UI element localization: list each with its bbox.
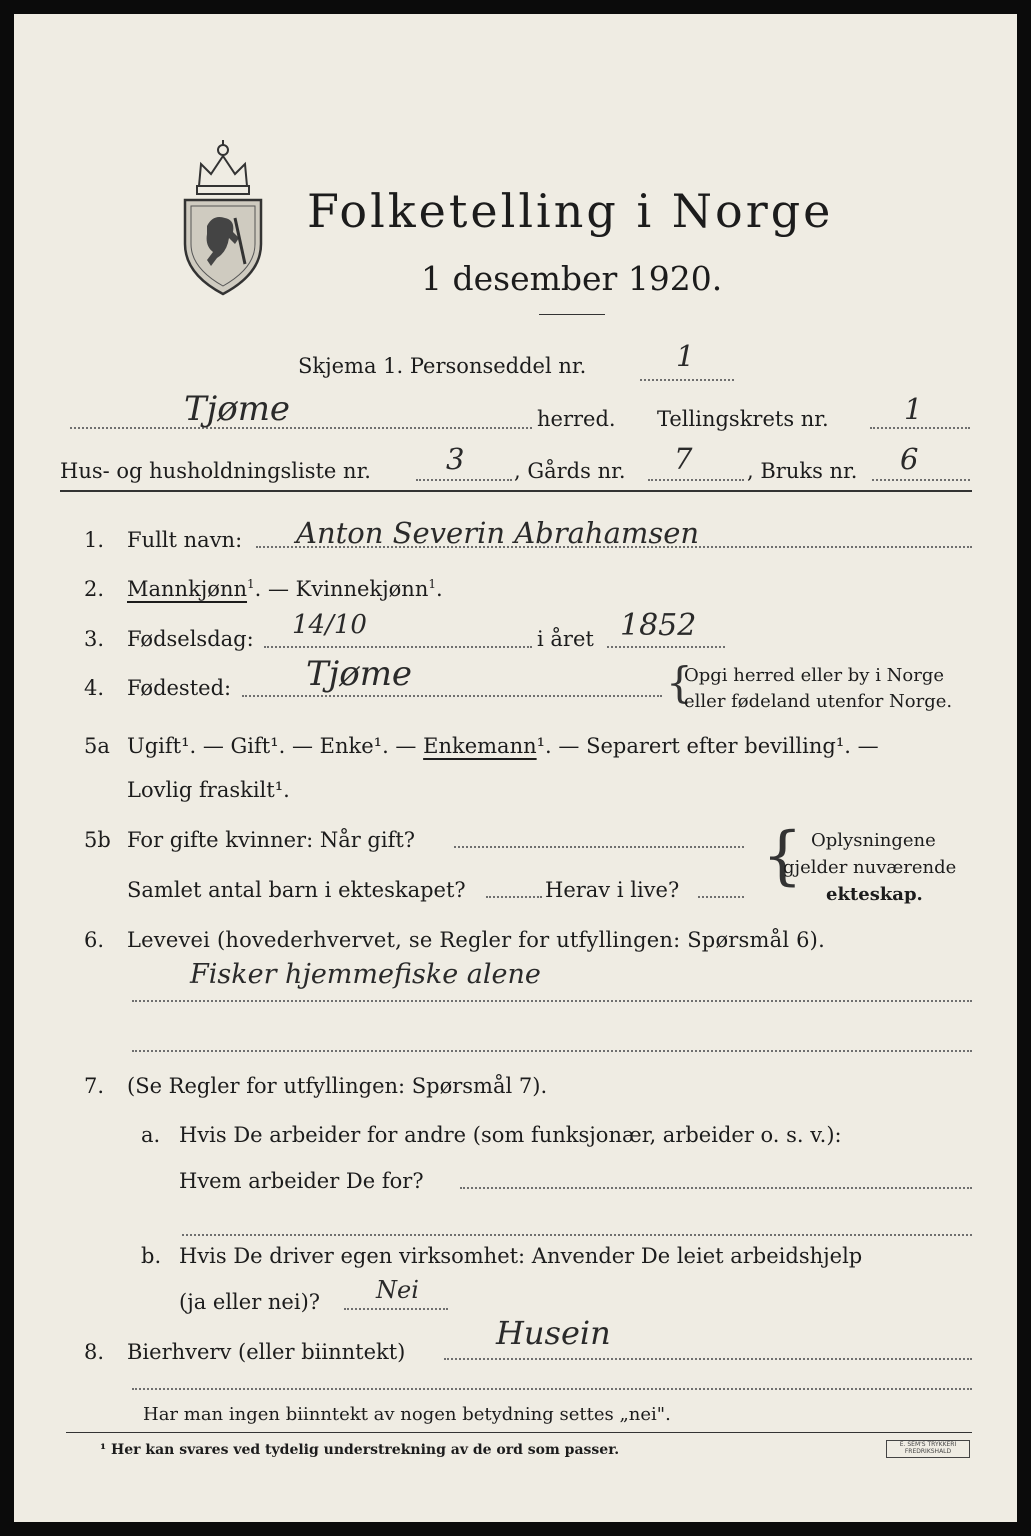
- q5a-options-first: Ugift¹. — Gift¹. — Enke¹. —: [127, 734, 424, 758]
- q8-number: 8.: [84, 1340, 105, 1364]
- q7a-extra-field-line: [182, 1234, 972, 1236]
- q5a-widower-option: Enkemann: [423, 734, 537, 758]
- q7a-employer-label: Hvem arbeider De for?: [179, 1169, 424, 1193]
- q5b-note-line1: Oplysningene: [811, 830, 936, 851]
- q5b-number: 5b: [84, 828, 111, 852]
- header-divider: [60, 490, 972, 492]
- title-divider: [539, 314, 605, 315]
- q8-field-line: [444, 1358, 972, 1360]
- q5a-options: [127, 734, 879, 758]
- husliste-label: Hus- og husholdningsliste nr.: [60, 459, 371, 483]
- personseddel-field-line: [640, 379, 734, 381]
- tellingskrets-field-line: [870, 427, 970, 429]
- bruks-nr-value: 6: [900, 442, 919, 476]
- tellingskrets-label: Tellingskrets nr.: [657, 407, 829, 431]
- q6-label: Levevei (hovederhvervet, se Regler for utfyllingen: Spørsmål 6).: [127, 928, 825, 952]
- q6-field-line-2: [132, 1050, 972, 1052]
- q3-year-field-line: [607, 646, 725, 648]
- q4-birthplace-value: Tjøme: [306, 654, 413, 694]
- q5b-note-brace: {: [762, 819, 803, 893]
- q3-number: 3.: [84, 627, 105, 651]
- q7a-label: Hvis De arbeider for andre (som funksjonær, arbeider o. s. v.):: [179, 1123, 842, 1147]
- q5a-number: 5a: [84, 734, 110, 758]
- personseddel-nr-value: 1: [676, 339, 695, 373]
- footer-note: Har man ingen biinntekt av nogen betydning settes „nei".: [143, 1404, 671, 1425]
- herred-label: herred.: [537, 407, 616, 431]
- census-form: [14, 14, 1017, 1522]
- gards-label: , Gårds nr.: [514, 459, 626, 483]
- q3-year-label: i året: [537, 627, 594, 651]
- q7b-label: Hvis De driver egen virksomhet: Anvender De leiet arbeidshjelp: [179, 1244, 863, 1268]
- gards-field-line: [648, 479, 744, 481]
- q5b-married-field-line: [454, 846, 744, 848]
- q4-note-brace: {: [666, 658, 693, 707]
- q1-full-name-value: Anton Severin Abrahamsen: [296, 516, 700, 550]
- q5b-married-label: For gifte kvinner: Når gift?: [127, 828, 416, 852]
- q3-label: Fødselsdag:: [127, 627, 254, 651]
- q8-extra-field-line: [132, 1388, 972, 1390]
- bruks-label: , Bruks nr.: [747, 459, 858, 483]
- q7a-employer-field-line: [460, 1187, 972, 1189]
- q7b-yes-no-label: (ja eller nei)?: [179, 1290, 321, 1314]
- q4-label: Fødested:: [127, 676, 232, 700]
- q5a-options-rest: ¹. — Separert efter bevilling¹. —: [536, 734, 879, 758]
- census-date: 1 desember 1920.: [421, 259, 723, 298]
- q1-number: 1.: [84, 528, 105, 552]
- q5b-note-line2: gjelder nuværende: [783, 857, 957, 878]
- husliste-field-line: [416, 479, 512, 481]
- q7b-field-line: [344, 1308, 448, 1310]
- q6-field-line-1: [132, 1000, 972, 1002]
- q2-male-option: Mannkjønn: [127, 577, 248, 601]
- q2-female-option: . — Kvinnekjønn: [254, 577, 429, 601]
- norway-coat-of-arms-icon: [177, 134, 269, 304]
- q2-options: Mannkjønn$^1$. — Kvinnekjønn$^1$.: [127, 577, 443, 601]
- husliste-nr-value: 3: [446, 442, 465, 476]
- q5b-children-label: Samlet antal barn i ekteskapet?: [127, 878, 466, 902]
- skjema-label: Skjema 1. Personseddel nr.: [298, 354, 587, 378]
- q1-label: Fullt navn:: [127, 528, 243, 552]
- q3-field-line: [264, 646, 532, 648]
- tellingskrets-nr-value: 1: [904, 392, 923, 426]
- q3-birthday-value: 14/10: [292, 610, 367, 640]
- q4-note-line2: eller fødeland utenfor Norge.: [684, 691, 953, 712]
- q4-number: 4.: [84, 676, 105, 700]
- footer-divider: [66, 1432, 972, 1433]
- q5b-note-line3: ekteskap.: [826, 884, 923, 905]
- q3-year-value: 1852: [620, 608, 697, 643]
- q5b-alive-field-line: [698, 896, 744, 898]
- q7b-value: Nei: [376, 1276, 419, 1304]
- printer-stamp-text: E. SEM'S TRYKKERI FREDRIKSHALD: [899, 1441, 957, 1455]
- footnote: ¹ Her kan svares ved tydelig understrekning av de ord som passer.: [100, 1442, 620, 1458]
- q6-number: 6.: [84, 928, 105, 952]
- q2-number: 2.: [84, 577, 105, 601]
- herred-value: Tjøme: [184, 389, 291, 429]
- q8-label: Bierhverv (eller biinntekt): [127, 1340, 406, 1364]
- q8-side-income-value: Husein: [496, 1314, 611, 1352]
- gards-nr-value: 7: [674, 442, 693, 476]
- herred-field-line: [70, 427, 532, 429]
- q7-label: (Se Regler for utfyllingen: Spørsmål 7).: [127, 1074, 548, 1098]
- bruks-field-line: [872, 479, 970, 481]
- q7-number: 7.: [84, 1074, 105, 1098]
- q6-occupation-value: Fisker hjemmefiske alene: [190, 959, 541, 990]
- printer-stamp: [886, 1440, 970, 1458]
- q5a-divorced-option: Lovlig fraskilt¹.: [127, 778, 290, 802]
- q7b-letter: b.: [141, 1244, 162, 1268]
- q7a-letter: a.: [141, 1123, 161, 1147]
- q4-note-line1: Opgi herred eller by i Norge: [684, 665, 945, 686]
- q4-field-line: [242, 695, 662, 697]
- q5b-alive-label: Herav i live?: [545, 878, 680, 902]
- page-title: Folketelling i Norge: [307, 184, 834, 238]
- q5b-children-field-line: [486, 896, 542, 898]
